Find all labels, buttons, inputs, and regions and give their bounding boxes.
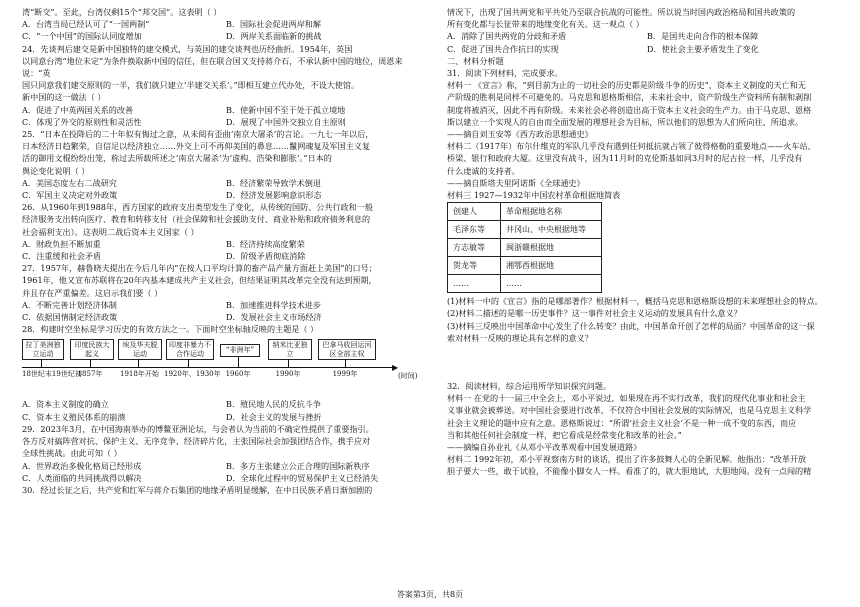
timeline-year: 1857年	[77, 370, 103, 379]
material-source: ——摘编自孙业礼《从邓小平改革观看中国发展道路》	[447, 442, 642, 453]
q25-line: 舆论变化说明（ ）	[22, 165, 90, 176]
option: D．发展社会主义市场经济	[226, 312, 322, 323]
option: A．消除了国共两党的分歧和矛盾	[447, 31, 567, 42]
option: B．多方主张建立公正合理的国际新秩序	[226, 460, 370, 471]
q23-options-1	[22, 18, 430, 30]
q27-options-2	[22, 311, 430, 323]
material-line: 材料一 《宣言》称，“到目前为止的一切社会的历史都是阶级斗争的历史”，资本主义制度的天亡和无	[447, 80, 806, 91]
timeline-event-box: 印度非暴力不合作运动	[166, 339, 214, 360]
timeline-connector	[90, 359, 91, 367]
table-header-cell: 创建人	[448, 203, 501, 221]
table-row	[448, 239, 602, 257]
material-line: 胆子要大一些，敢于试验，不能像小脚女人一样。看准了的，就大胆地试，大胆地闯。没有一点闯的精	[447, 466, 812, 477]
material-line: 材料一 在党的十一届三中全会上，邓小平说过，如果现在再不实行改革，我们的现代化事业和社会主	[447, 393, 806, 404]
option: C．资本主义殖民体系的崩溃	[22, 411, 126, 422]
q31-question: (1)材料一中的《宣言》指的是哪部著作？根据材料一，概括马克思和恩格斯设想的未来理想社会的特点。	[447, 296, 823, 307]
table-header-cell: 革命根据地名称	[501, 203, 602, 221]
timeline-event-box: 巴拿马收回运河区全部主权	[318, 339, 376, 360]
option: C．“一个中国”的国际认同度增加	[22, 31, 142, 42]
q26-line: 26．从1960年到1988年，西方国家的政府支出类型发生了变化，从传统的国防、公共行政和一般	[22, 202, 373, 213]
q29-line: 29．2023年3月，在中国海南举办的博鳌亚洲论坛，与会者认为当前的不确定性提供了重要指引。	[22, 423, 374, 434]
option: B．经济繁荣导致学术倒退	[226, 177, 321, 188]
q26-line: 社会福利支出）。这表明二战后资本主义国家（ ）	[22, 226, 199, 237]
q32-heading: 32．阅读材料，综合运用所学知识探究问题。	[447, 381, 612, 392]
timeline-connector	[41, 359, 42, 367]
q25-options-2	[22, 189, 430, 201]
q26-options-2	[22, 250, 430, 262]
q31-question: (3)材料三反映出中国革命中心发生了什么转变？由此，中国革命开创了怎样的局面？中国革命的这一探	[447, 320, 815, 331]
table-cell: ……	[501, 275, 602, 293]
q28-options-1	[22, 398, 430, 410]
material-line: 社会主义理论的题中应有之意。恩格斯说过：“所谓‘社会主义社会’不是一种一成不变的东西，而应	[447, 417, 797, 428]
table-cell: 方志敏等	[448, 239, 501, 257]
material-line: 什么虔诚的支持者。	[447, 165, 520, 176]
q28-options-2	[22, 411, 430, 423]
q30-options-1	[447, 30, 847, 42]
timeline-event-box: 拉丁美洲独立运动	[22, 339, 64, 360]
table-cell: ……	[448, 275, 501, 293]
q25-options-1	[22, 177, 430, 189]
timeline-year: 1990年	[275, 370, 301, 379]
q29-options-1	[22, 460, 430, 472]
option: C．人类面临的共同挑战得以解决	[22, 472, 142, 483]
q25-line: 活的御用文棍纷纷出笼，称过去所载所述之‘南京大屠杀’为‘虚构、浩染和膨胀’。”日本的	[22, 153, 332, 164]
table-cell: 贺龙等	[448, 257, 501, 275]
q26-line: 经济服务支出转向医疗、教育和转移支付（社会保障和社会援助支付、商业补贴和政府债务利息的	[22, 214, 371, 225]
q24-line: 新中国的这一做法（ ）	[22, 92, 106, 103]
q27-options-1	[22, 299, 430, 311]
q30-cont-line: 情况下，出现了国共两党和平共处乃至联合抗战的可能性。所以说当时国内政治格局和国共政策的	[447, 7, 796, 17]
q24-line: 24．先谈判后建交是新中国独特的建交模式，与英国的建交谈判也历经曲折。1954年，英国	[22, 43, 353, 54]
timeline-event-box: 纳米比亚独立	[268, 339, 312, 360]
q27-line: 27．1957年，赫鲁晓夫提出在今后几年内“在按人口平均计算的畜产品产量方面赶上美国”的口号；	[22, 263, 377, 274]
q30-line: 30．经过长征之后，共产党和红军与蒋介石集团的地缘矛盾明显缓解，在中日民族矛盾日渐加剧的	[22, 484, 373, 495]
option: A．美国态度左右二战研究	[22, 177, 117, 188]
material-line: 材料二（1917年）布尔什维克的军队几乎没有遇到任何抵抗就占领了彼得格勒的重要地点——火车站、	[447, 141, 816, 152]
timeline-event-box: “非洲年”	[220, 344, 260, 357]
q30-cont-line: 所有变化都与长征带来的地缘变化有关。这一观点（ ）	[447, 19, 644, 30]
material-source: ——摘自刘玉安等《西方政治思想通史》	[447, 129, 593, 140]
option: C．注重缓和社会矛盾	[22, 251, 102, 262]
table-cell: 井冈山、中央根据地等	[501, 221, 602, 239]
option: D．两岸关系面临新的挑战	[226, 31, 322, 42]
option: B．经济持续高度繁荣	[226, 238, 305, 249]
option: B．是国共走向合作的根本保障	[647, 31, 759, 42]
q30-options-2	[447, 43, 847, 55]
option: D．使社会主要矛盾发生了变化	[647, 43, 759, 54]
q29-options-2	[22, 472, 430, 484]
q25-line: 日本经济日趋繁荣，自信足以经济独立……外交上可不再仰美国的鼻息……鬣网魂复及军国主义复	[22, 141, 371, 152]
table-cell: 闽浙赣根据地	[501, 239, 602, 257]
q31-question: 索对材料一反映的理论具有怎样的意义？	[447, 332, 593, 343]
option: D．经济发展影响意识形态	[226, 190, 322, 201]
q24-line: 以同意台湾“地位未定”为条件换取新中国的信任，但在联合国又支持蒋介石，不承认新中国的地位，周恩来说：“英	[22, 55, 403, 79]
answer-space	[447, 344, 847, 380]
option: C．依据国情制定经济政策	[22, 312, 118, 323]
option: A．不断完善计划经济体制	[22, 299, 117, 310]
q24-options-2	[22, 116, 430, 128]
material-line: 材料二 1992年初，邓小平视察南方时的谈话，提出了许多鼓舞人心的全新见解。他指出：“改革开放	[447, 454, 807, 465]
timeline-axis-line	[22, 367, 394, 368]
table-row	[448, 221, 602, 239]
timeline-connector	[138, 359, 139, 367]
q29-line: 各方反对搞阵营对抗、保护主义、无序竞争、经济碎片化，主张国际社会加强团结合作，携手应对	[22, 436, 371, 447]
q31-heading: 31．阅读下列材料，完成要求。	[447, 68, 563, 79]
option: A．财政负担不断加重	[22, 238, 101, 249]
option: B．殖民地人民的反抗斗争	[226, 399, 321, 410]
table-row	[448, 275, 602, 293]
timeline-year: 1920年、1930年	[164, 370, 221, 379]
option: D．阶级矛盾彻底消除	[226, 251, 306, 262]
option: C．体现了外交的原则性和灵活性	[22, 116, 142, 127]
timeline-year: 1960年	[225, 370, 251, 379]
q23-tail: 湾“断交”。至此，台湾仅剩15个“邦交国”。这表明（ ）	[22, 7, 222, 17]
material-table-title: 材料三 1927—1932年中国农村革命根据地简表	[447, 190, 621, 201]
material-line: 桥梁、银行和政府大厦。这里没有战斗，因为11月时的克伦斯基如同3月时的尼古拉一样，几乎没有	[447, 153, 803, 164]
q28-line: 28．构建时空坐标是学习历史的有效方法之一。下面时空坐标轴反映的主题是（ ）	[22, 324, 319, 335]
q31-question: (2)材料二描述的是哪一历史事件？这一事件对社会主义运动的发展具有什么意义？	[447, 308, 742, 319]
left-column	[22, 6, 430, 496]
q26-options-1	[22, 238, 430, 250]
option: D．社会主义的发展与挫折	[226, 411, 322, 422]
option: A．世界政治多极化格局已经形成	[22, 460, 142, 471]
q24-options-1	[22, 104, 430, 116]
timeline-year: 18世纪末19世纪初	[22, 370, 82, 379]
table-cell: 毛泽东等	[448, 221, 501, 239]
timeline-year: 1999年	[332, 370, 358, 379]
option: C．军国主义决定对外政策	[22, 190, 118, 201]
timeline-connector	[238, 357, 239, 367]
material-line: 斯以建立一个实现人的自由而全面发展的理想社会为目标，所以他们的思想为人们所向往、所追求。	[447, 116, 804, 127]
timeline-event-box: 印度民族大起义	[70, 339, 114, 360]
q25-line: 25．“日本在投降后的二十年似有悔过之意，从未阅有歪曲‘南京大屠杀’的言论。一九七一年以后，	[22, 129, 374, 140]
material-line: 义事业就会被葬送。对中国社会要进行改革，不仅符合中国社会发展的实际情况，也是马克思主义科学	[447, 405, 812, 416]
option: A．促进了中英两国关系的改善	[22, 104, 134, 115]
timeline-connector	[188, 359, 189, 367]
material-line: 产阶级的胜利是同样不可避免的。马克思和恩格斯相信，未来社会中，资产阶级生产资料所有制和剥削	[447, 92, 812, 103]
q27-line: 并且存在严重偏差。这启示我们要（ ）	[22, 287, 163, 298]
q23-options-2	[22, 30, 430, 42]
time-axis-diagram	[22, 337, 430, 395]
option: D．展现了中国外交独立自主原则	[226, 116, 346, 127]
right-column	[447, 6, 847, 478]
revolutionary-bases-table	[447, 202, 602, 293]
option: B．使新中国不至于处于孤立境地	[226, 104, 346, 115]
option: C．促进了国共合作抗日的实现	[447, 43, 559, 54]
arrow-right-icon: ▶	[392, 363, 399, 373]
table-row	[448, 257, 602, 275]
material-source: ——摘自斯塔夫里阿诺斯《全球通史》	[447, 177, 585, 188]
page-footer: 答案第3页，共8页	[396, 590, 464, 599]
option: B．加速推进科学技术进步	[226, 299, 321, 310]
section-heading: 二、材料分析题	[447, 55, 504, 66]
material-line: 当和其他任何社会制度一样，把它看成是经常变化和改革的社会。”	[447, 429, 682, 440]
timeline-axis-label: (时间)	[398, 372, 418, 381]
material-line: 制度将被消灭，因此不再有阶级。未来社会必将创造出高于资本主义社会的生产力。由于马克思、恩格	[447, 104, 812, 115]
timeline-connector	[288, 359, 289, 367]
timeline-connector	[345, 359, 346, 367]
q24-line: 国只同意我们建交原则的一半，我们就只建立‘半建交关系’。”即相互建立代办处，不设大使馆。	[22, 80, 360, 91]
option: B．国际社会促进两岸和解	[226, 19, 321, 30]
option: A．台湾当局已经认可了“一国两制”	[22, 19, 150, 30]
table-cell: 湘鄂西根据地	[501, 257, 602, 275]
q27-line: 1961年，他又宣布苏联将在20年内基本建成共产主义社会，但结果证明其改革完全没有达到预期，	[22, 275, 377, 286]
timeline-year: 1918年开始	[120, 370, 159, 379]
timeline-event-box: 埃及华夫脱运动	[118, 339, 162, 360]
q29-line: 全球性挑战。由此可知（ ）	[22, 448, 122, 459]
option: D．全球化过程中的贸易保护主义已经消失	[226, 472, 379, 483]
option: A．资本主义制度的确立	[22, 399, 109, 410]
table-header-row	[448, 203, 602, 221]
